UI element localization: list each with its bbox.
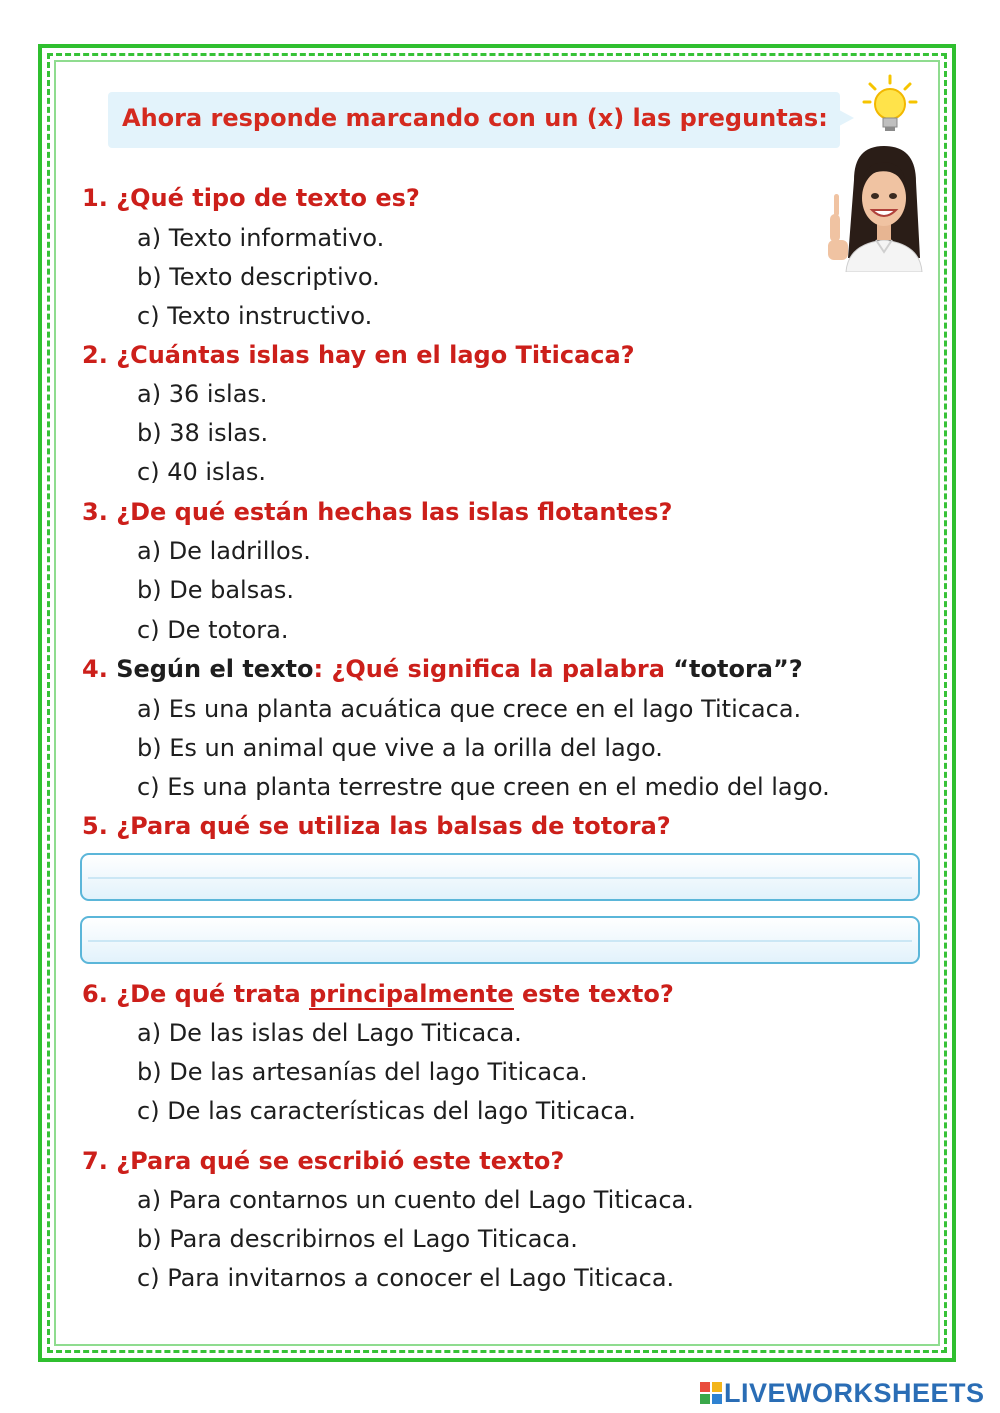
question-2: 2. ¿Cuántas islas hay en el lago Titicaca? bbox=[82, 341, 635, 369]
q5-answer-field-1[interactable] bbox=[80, 853, 920, 901]
question-3: 3. ¿De qué están hechas las islas flotantes? bbox=[82, 498, 673, 526]
q4-option-c[interactable]: c) Es una planta terrestre que creen en el medio del lago. bbox=[137, 773, 830, 801]
q3-option-b[interactable]: b) De balsas. bbox=[137, 576, 295, 604]
question-4: 4. Según el texto: ¿Qué significa la palabra “totora”? bbox=[82, 655, 803, 683]
lightbulb-icon bbox=[862, 74, 918, 140]
q1-option-a[interactable]: a) Texto informativo. bbox=[137, 224, 385, 252]
q1-option-c[interactable]: c) Texto instructivo. bbox=[137, 302, 373, 330]
q6-option-c[interactable]: c) De las características del lago Titicaca. bbox=[137, 1097, 636, 1125]
q6-option-a[interactable]: a) De las islas del Lago Titicaca. bbox=[137, 1019, 522, 1047]
q4-option-b[interactable]: b) Es un animal que vive a la orilla del lago. bbox=[137, 734, 663, 762]
brand-text: LIVEWORKSHEETS bbox=[724, 1378, 985, 1408]
q2-option-a[interactable]: a) 36 islas. bbox=[137, 380, 268, 408]
q2-option-b[interactable]: b) 38 islas. bbox=[137, 419, 269, 447]
q7-option-c[interactable]: c) Para invitarnos a conocer el Lago Titicaca. bbox=[137, 1264, 675, 1292]
question-5: 5. ¿Para qué se utiliza las balsas de totora? bbox=[82, 812, 671, 840]
q4-option-a[interactable]: a) Es una planta acuática que crece en el lago Titicaca. bbox=[137, 695, 802, 723]
teacher-avatar bbox=[826, 140, 938, 272]
banner-tail bbox=[828, 104, 854, 132]
q1-option-b[interactable]: b) Texto descriptivo. bbox=[137, 263, 380, 291]
question-1: 1. ¿Qué tipo de texto es? bbox=[82, 184, 420, 212]
q3-option-a[interactable]: a) De ladrillos. bbox=[137, 537, 311, 565]
q7-option-a[interactable]: a) Para contarnos un cuento del Lago Titicaca. bbox=[137, 1186, 694, 1214]
q6-option-b[interactable]: b) De las artesanías del lago Titicaca. bbox=[137, 1058, 588, 1086]
instruction-text: Ahora responde marcando con un (x) las preguntas: bbox=[122, 104, 828, 132]
q3-option-c[interactable]: c) De totora. bbox=[137, 616, 289, 644]
question-7: 7. ¿Para qué se escribió este texto? bbox=[82, 1147, 565, 1175]
q7-option-b[interactable]: b) Para describirnos el Lago Titicaca. bbox=[137, 1225, 578, 1253]
liveworksheets-logo[interactable] bbox=[700, 1378, 996, 1408]
question-6: 6. ¿De qué trata principalmente este texto? bbox=[82, 980, 674, 1008]
q5-answer-field-2[interactable] bbox=[80, 916, 920, 964]
logo-cubes-icon bbox=[700, 1382, 722, 1404]
q2-option-c[interactable]: c) 40 islas. bbox=[137, 458, 267, 486]
underlined-word: principalmente bbox=[309, 980, 514, 1008]
